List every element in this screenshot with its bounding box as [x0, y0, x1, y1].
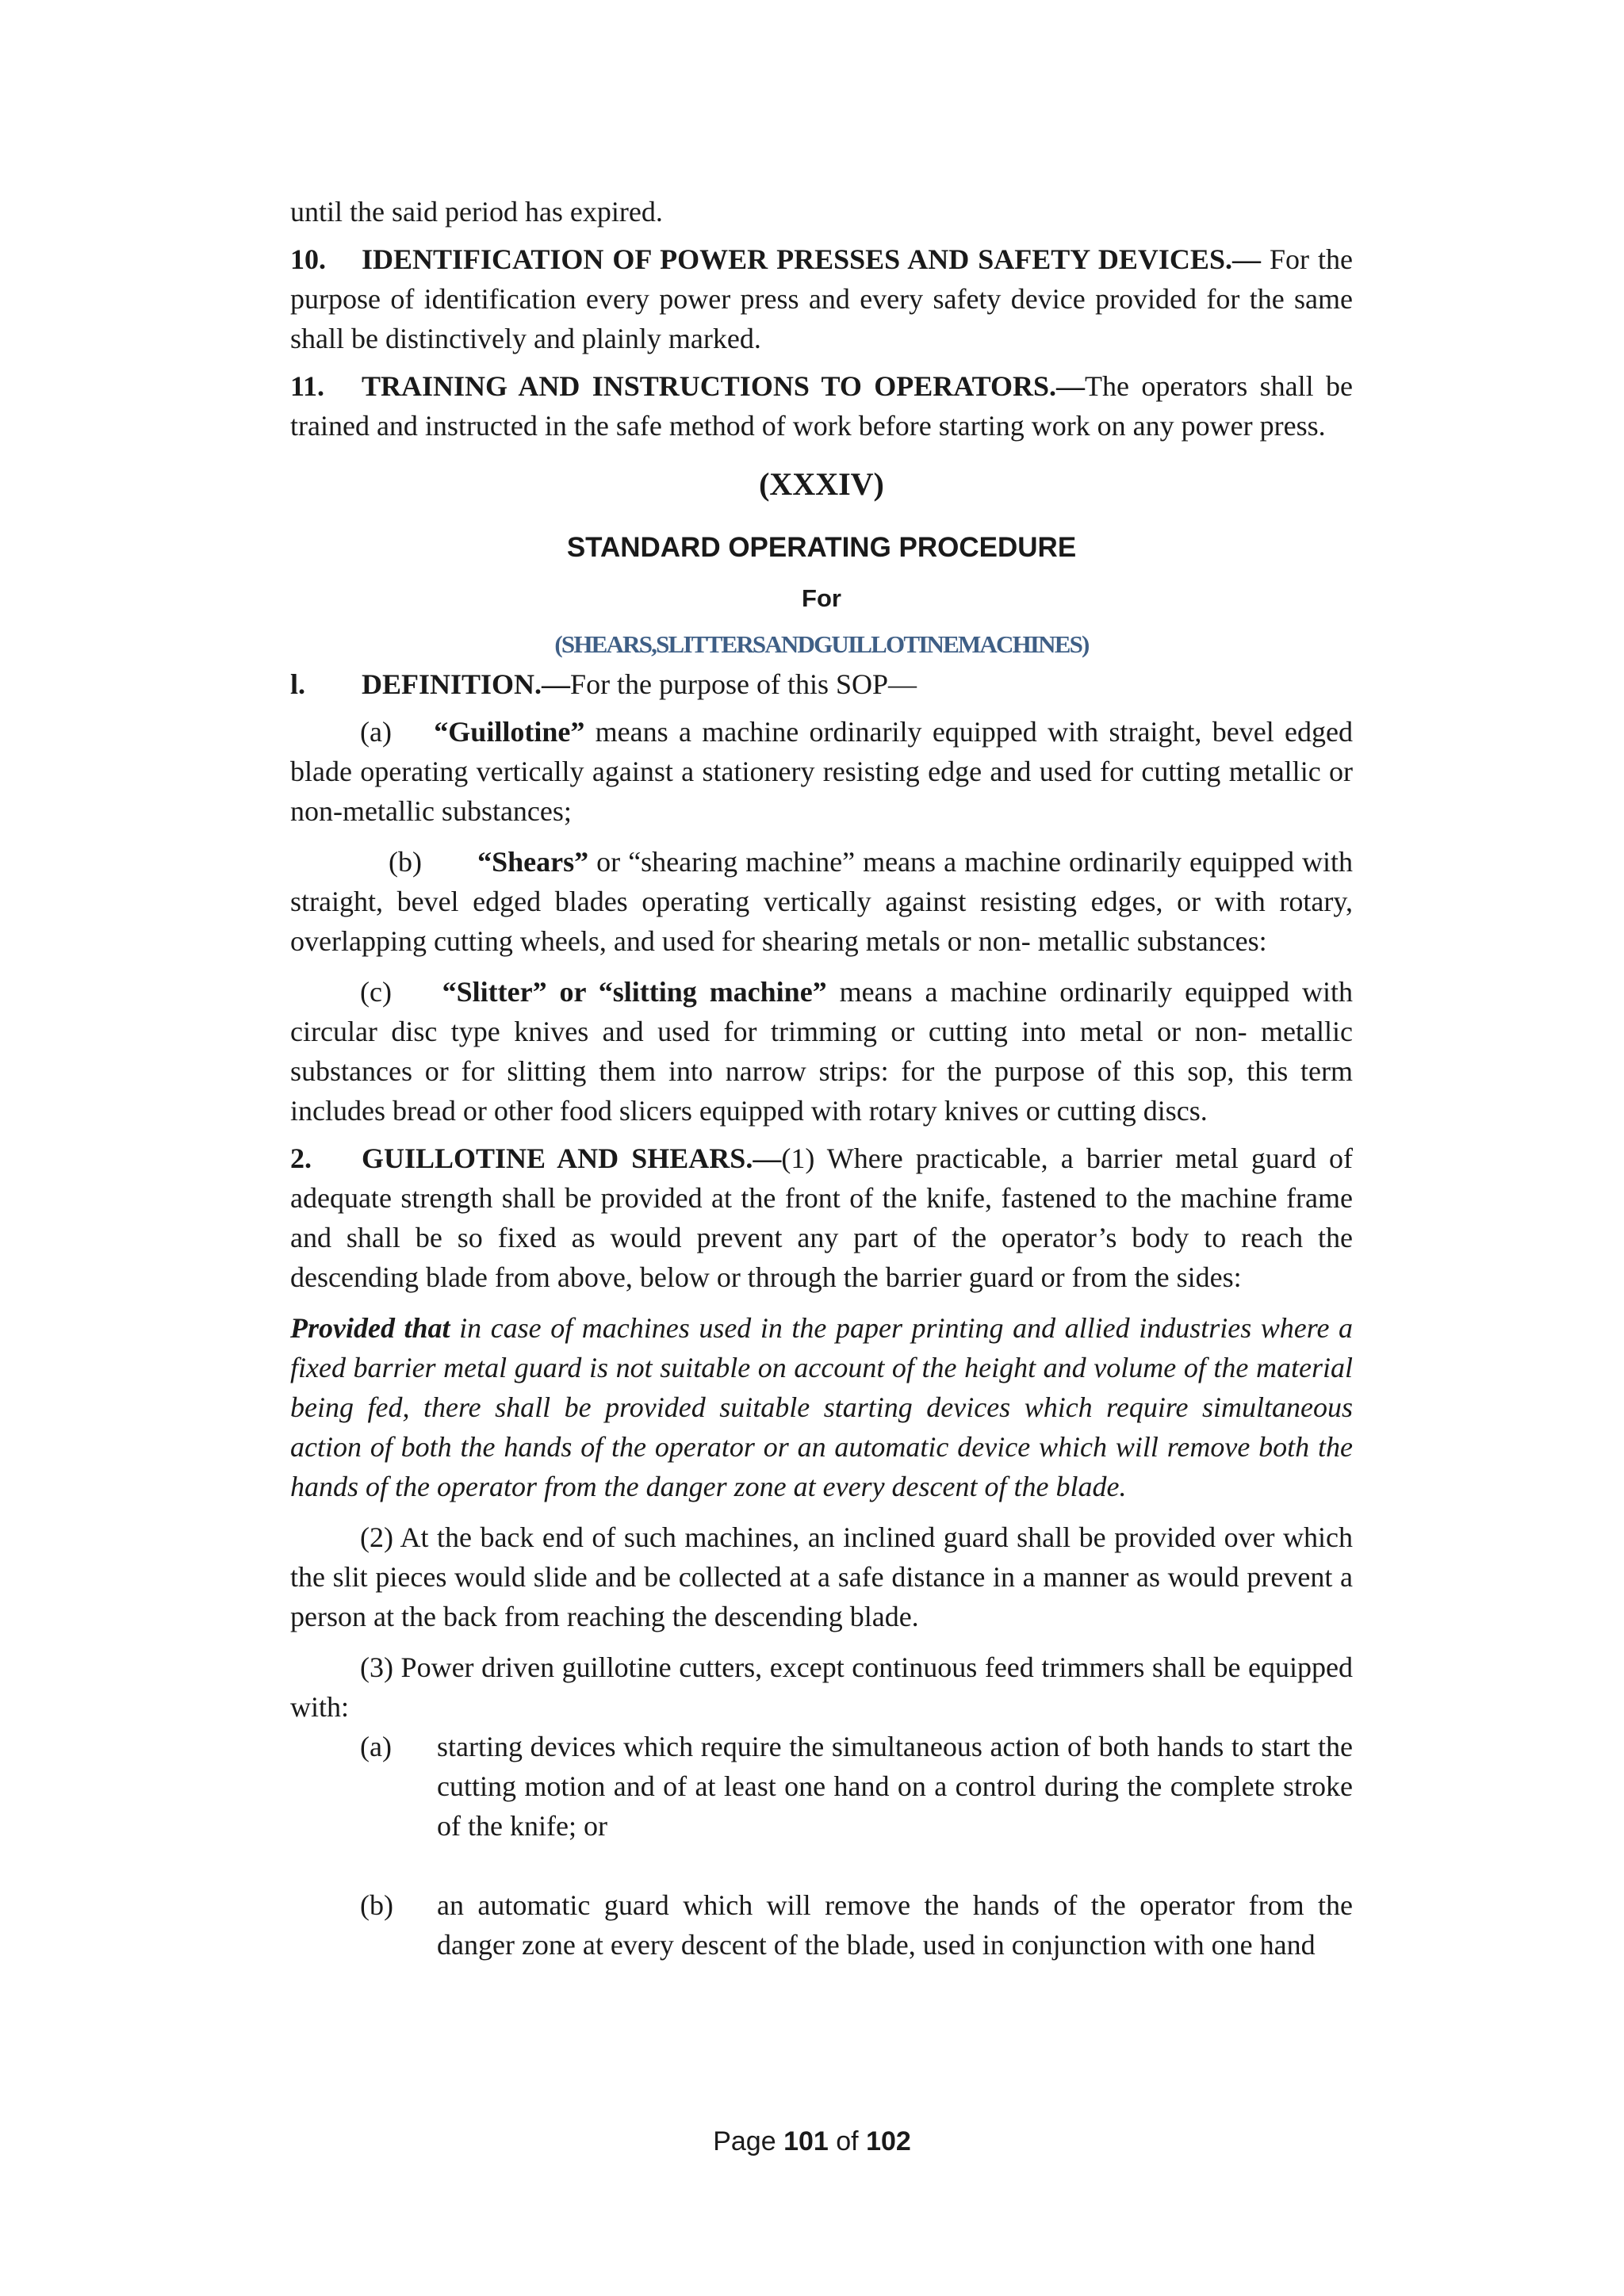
section-11 [290, 366, 1353, 446]
defined-term: “Slitter” or “slitting machine” [442, 976, 827, 1008]
of-word: of [836, 2126, 859, 2156]
proviso [290, 1308, 1353, 1506]
list-item-a [290, 1727, 1353, 1846]
clause-label: (b) [389, 846, 422, 878]
definition-text: means a machine ordinarily equipped with circular disc type knives and used for trimming or cutting into metal or non- metallic substances or for slitting them into narrow strips: for the purpose of this sop, this term includes bread or other food slicers equipped with rotary knives or cutting discs. [290, 976, 1353, 1127]
list-text: starting devices which require the simultaneous action of both hands to start the cutting motion and of at least one hand on a control during the complete stroke of the knife; or [437, 1731, 1353, 1842]
section-heading: GUILLOTINE AND SHEARS.— [362, 1142, 782, 1174]
section-2 [290, 1138, 1353, 1297]
page-word: Page [713, 2126, 776, 2156]
section-body: (1) Where practicable, a barrier metal guard of adequate strength shall be provided at the front of the knife, fastened to the machine frame and shall be so fixed as would prevent any part of the operator’s body to reach the descending blade from above, below or through the barrier guard or from the sides: [290, 1142, 1353, 1293]
sop-for: For [802, 584, 841, 612]
continuation-line: until the said period has expired. [290, 196, 663, 228]
document-page [290, 192, 1353, 1965]
definition-shears [290, 842, 1353, 961]
definition-guillotine [290, 712, 1353, 831]
defined-term: “Shears” [477, 846, 589, 878]
section-heading: DEFINITION.— [362, 668, 571, 700]
section-1 [290, 664, 1353, 704]
list-item-b [290, 1885, 1353, 1965]
sop-subject: (SHEARS,SLITTERSANDGUILLOTINEMACHINES) [554, 630, 1089, 658]
clause-label: (c) [360, 976, 392, 1008]
list-label: (a) [360, 1731, 392, 1762]
definition-slitter [290, 972, 1353, 1131]
definition-text: or “shearing machine” means a machine ordinarily equipped with straight, bevel edged blades operating vertically against resisting edges, or with rotary, overlapping cutting wheels, and used for shearing metals or non- metallic substances: [290, 846, 1353, 957]
list-label: (b) [360, 1889, 393, 1921]
section-body: For the purpose of this SOP— [570, 668, 917, 700]
definition-text: means a machine ordinarily equipped with straight, bevel edged blade operating vertically against a stationery resisting edge and used for cutting metallic or non-metallic substances; [290, 716, 1353, 827]
section-body: For the purpose of identification every power press and every safety device provided for the same shall be distinctively and plainly marked. [290, 243, 1353, 354]
chapter-roman-numeral: (XXXIV) [759, 466, 884, 502]
subsection-3: (3) Power driven guillotine cutters, except continuous feed trimmers shall be equipped with: [290, 1651, 1353, 1723]
section-number: 10. [290, 243, 326, 275]
section-number: 11. [290, 370, 325, 402]
section-number: 2. [290, 1142, 312, 1174]
defined-term: “Guillotine” [434, 716, 585, 748]
sop-title: STANDARD OPERATING PROCEDURE [566, 532, 1077, 563]
section-heading: TRAINING AND INSTRUCTIONS TO OPERATORS.— [362, 370, 1085, 402]
subsection-2: (2) At the back end of such machines, an inclined guard shall be provided over which the slit pieces would slide and be collected at a safe distance in a manner as would prevent a person at the back from reaching the descending blade. [290, 1521, 1353, 1632]
section-10 [290, 239, 1353, 358]
page-footer [0, 2126, 1624, 2157]
proviso-lead: Provided that [290, 1312, 450, 1344]
clause-label: (a) [360, 716, 392, 748]
list-text: an automatic guard which will remove the hands of the operator from the danger zone at every descent of the blade, used in conjunction with one hand [437, 1889, 1353, 1961]
current-page-number: 101 [783, 2126, 829, 2156]
section-number: l. [290, 668, 306, 700]
proviso-text: in case of machines used in the paper printing and allied industries where a fixed barrier metal guard is not suitable on account of the height and volume of the material being fed, there shall be provided suitable starting devices which require simultaneous action of both the hands of the operator or an automatic device which will remove both the hands of the operator from the danger zone at every descent of the blade. [290, 1312, 1354, 1502]
total-pages: 102 [866, 2126, 911, 2156]
section-heading: IDENTIFICATION OF POWER PRESSES AND SAFETY DEVICES.— [362, 243, 1261, 275]
section-body: The operators shall be trained and instructed in the safe method of work before starting work on any power press. [290, 370, 1353, 442]
